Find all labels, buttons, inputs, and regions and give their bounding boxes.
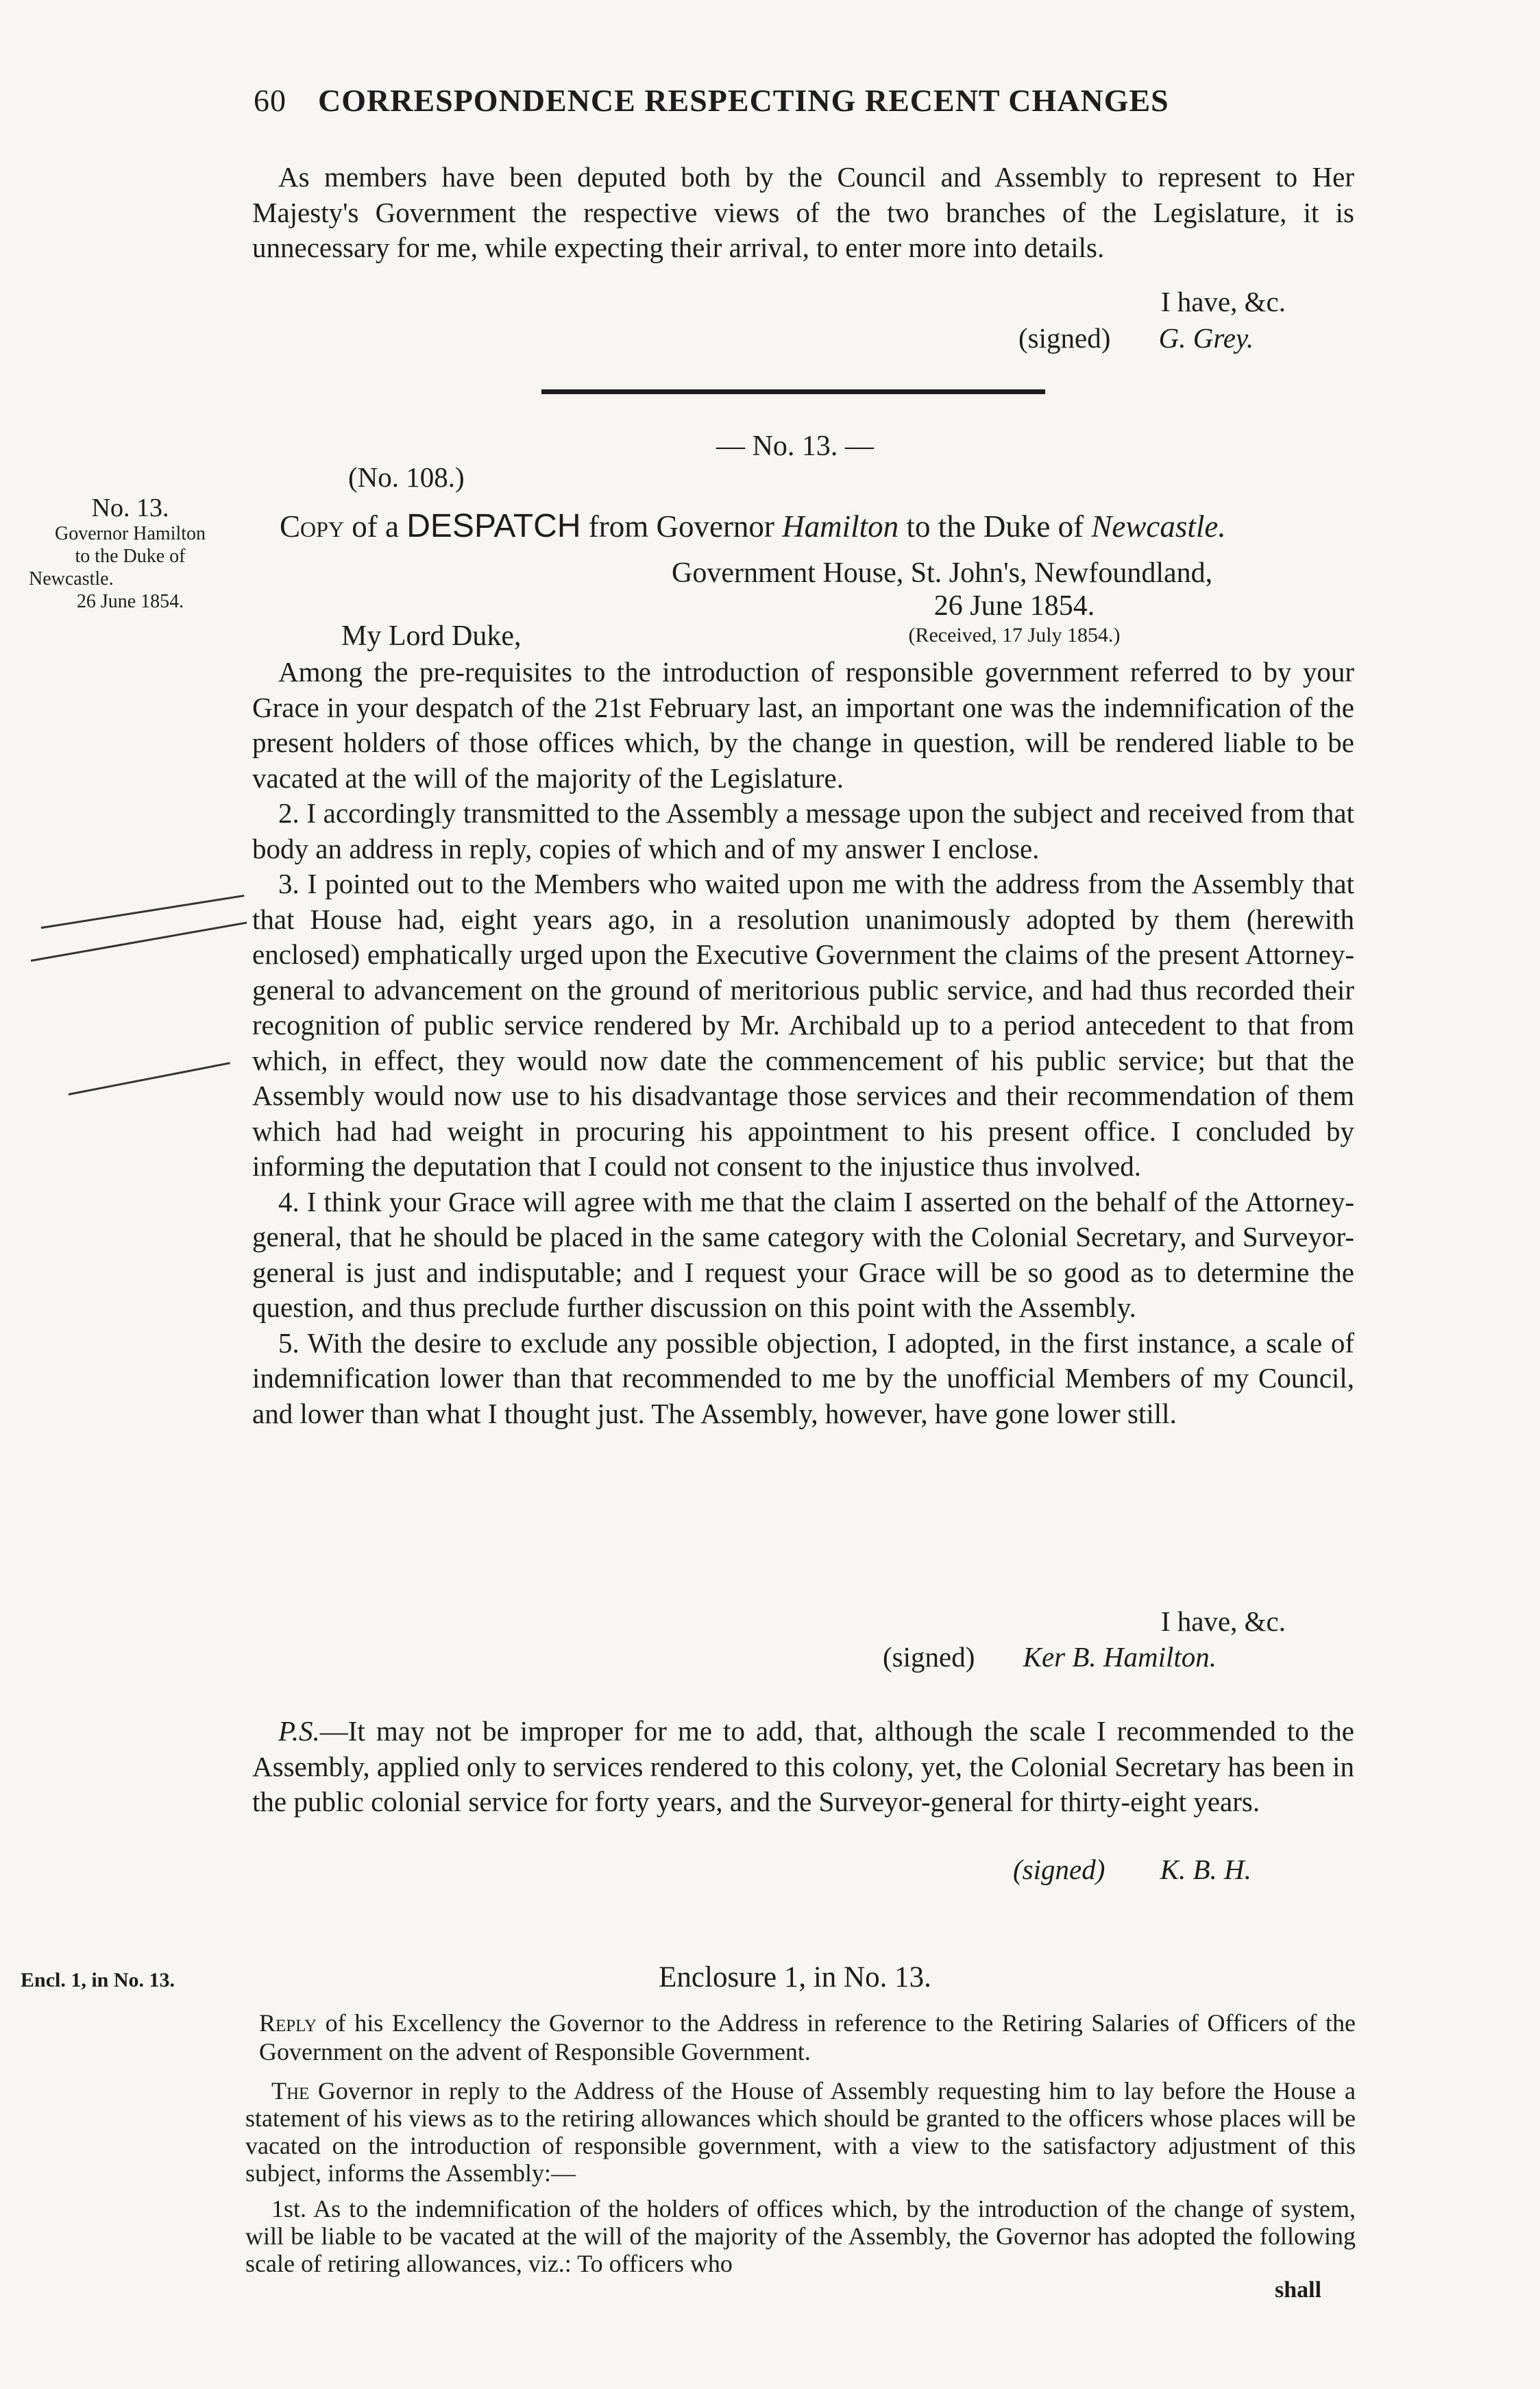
paragraph-1: Among the pre-requisites to the introduction of responsible government referred to by your Grace in your despatch of the 21st February last, an important one was the indemnification of the present holders of those offices which, by the change in question, will be rendered liable to be vacated at the will of the majority of the Legislature. [252, 656, 1354, 794]
pencil-mark [69, 1062, 230, 1095]
title-despatch: DESPATCH [406, 508, 581, 544]
intro-the: The [271, 2077, 310, 2105]
signer-name: G. Grey. [1158, 322, 1254, 354]
signed-label: (signed) [1018, 322, 1111, 354]
margin-note-line: to the Duke of [75, 546, 186, 567]
ps-label: P.S. [278, 1715, 320, 1747]
despatch-closing: I have, &c. [1160, 1605, 1286, 1637]
enclosure-title [259, 2009, 1356, 2066]
despatch-number: (No. 108.) [348, 461, 465, 493]
title-governor: Hamilton [782, 509, 899, 544]
signed-label: (signed) [883, 1641, 975, 1673]
enclosure-heading: Enclosure 1, in No. 13. [659, 1961, 931, 1993]
ps-text: —It may not be improper for me to add, that, although the scale I recommended to the Assembly, applied only to services rendered to this colony, yet, the Colonial Secretary has been in the public colonial service for forty years, and the Surveyor-general for thirty-eight years. [252, 1715, 1354, 1817]
running-header [254, 82, 1350, 119]
despatch-title [280, 507, 1362, 545]
pencil-mark [31, 921, 247, 962]
title-copy: Copy [280, 509, 345, 544]
margin-note-line: Newcastle. [29, 568, 114, 590]
title-of-a: of a [344, 509, 407, 544]
previous-letter-closing: I have, &c. [1160, 286, 1286, 317]
section-heading: — No. 13. — [716, 430, 874, 462]
title-rest: of his Excellency the Governor to the Address in reference to the Retiring Salaries of Officers of the Government on the advent of Responsible Government. [259, 2009, 1356, 2065]
enclosure-intro [245, 2077, 1356, 2187]
despatch-signature [883, 1640, 1362, 1675]
previous-letter-signature [1018, 321, 1402, 356]
running-title: CORRESPONDENCE RESPECTING RECENT CHANGES [318, 83, 1169, 118]
signer-initials: K. B. H. [1160, 1854, 1251, 1885]
received-date: (Received, 17 July 1854.) [908, 624, 1121, 646]
intro-rest: Governor in reply to the Address of the House of Assembly requesting him to lay before the House a statement of his views as to the retiring allowances which should be granted to the officers whose places will be vacated on the introduction of responsible government, with a view to the satisfactory adjustment of this subject, informs the Assembly:— [245, 2077, 1356, 2187]
signer-name: Ker B. Hamilton. [1023, 1641, 1217, 1673]
catchword: shall [1275, 2277, 1322, 2303]
paragraph-2: 2. I accordingly transmitted to the Assembly a message upon the subject and received from that body an address in reply, copies of which and of my answer I enclose. [252, 797, 1354, 864]
paragraph-3: 3. I pointed out to the Members who waited upon me with the address from the Assembly that that House had, eight years ago, in a resolution unanimously adopted by them (herewith enclosed) emphatically urged upon the Executive Government the claims of the present Attorney-general to advancement on the ground of meritorious public service, and had thus recorded their recognition of public service rendered by Mr. Archibald up to a period antecedent to that from which, in effect, they would now date the commencement of his public service; but that the Assembly would now use to his disadvantage those services and their recommendation of them which had had weight in procuring his appointment to his present office. I concluded by informing the deputation that I could not consent to the injustice thus involved. [252, 868, 1354, 1182]
salutation: My Lord Duke, [341, 620, 522, 652]
title-from: from Governor [580, 509, 783, 544]
previous-letter-paragraph: As members have been deputed both by the Council and Assembly to represent to Her Majesty's Government the respective views of the two branches of the Legislature, it is unnecessary for me, while expecting their arrival, to enter more into details. [252, 161, 1354, 263]
address-line-1: Government House, St. John's, Newfoundland, [672, 557, 1213, 589]
margin-note-line: Governor Hamilton [54, 523, 206, 544]
pencil-mark [41, 895, 245, 929]
title-to: to the Duke of [899, 509, 1092, 544]
despatch-body [252, 655, 1354, 1431]
section-rule [541, 389, 1045, 394]
margin-note-no13 [21, 494, 240, 613]
margin-note-line: 26 June 1854. [76, 591, 184, 612]
address-date: 26 June 1854. [933, 590, 1095, 622]
page-number: 60 [254, 83, 286, 118]
previous-letter-text [252, 160, 1354, 266]
title-duke: Newcastle. [1091, 509, 1226, 544]
margin-note-line: No. 13. [91, 494, 169, 522]
signed-label: (signed) [1013, 1854, 1105, 1885]
title-reply: Reply [259, 2009, 317, 2037]
ps-signature [1013, 1852, 1356, 1888]
margin-note-enclosure: Encl. 1, in No. 13. [21, 1969, 175, 1991]
point-1-text: 1st. As to the indemnification of the holders of offices which, by the introduction of the change of system, will be liable to be vacated at the will of the majority of the Assembly, the Governor has adopted the following scale of retiring allowances, viz.: To officers who [245, 2195, 1356, 2277]
paragraph-4: 4. I think your Grace will agree with me that the claim I asserted on the behalf of the Attorney-general, that he should be placed in the same category with the Colonial Secretary, and Surveyor-general is just and indisputable; and I request your Grace will be so good as to determine the question, and thus preclude further discussion on this point with the Assembly. [252, 1185, 1354, 1323]
enclosure-point-1 [245, 2195, 1356, 2277]
paragraph-5: 5. With the desire to exclude any possible objection, I adopted, in the first instance, a scale of indemnification lower than that recommended to me by the unofficial Members of my Council, and lower than what I thought just. The Assembly, however, have gone lower still. [252, 1326, 1354, 1429]
postscript [252, 1714, 1354, 1820]
